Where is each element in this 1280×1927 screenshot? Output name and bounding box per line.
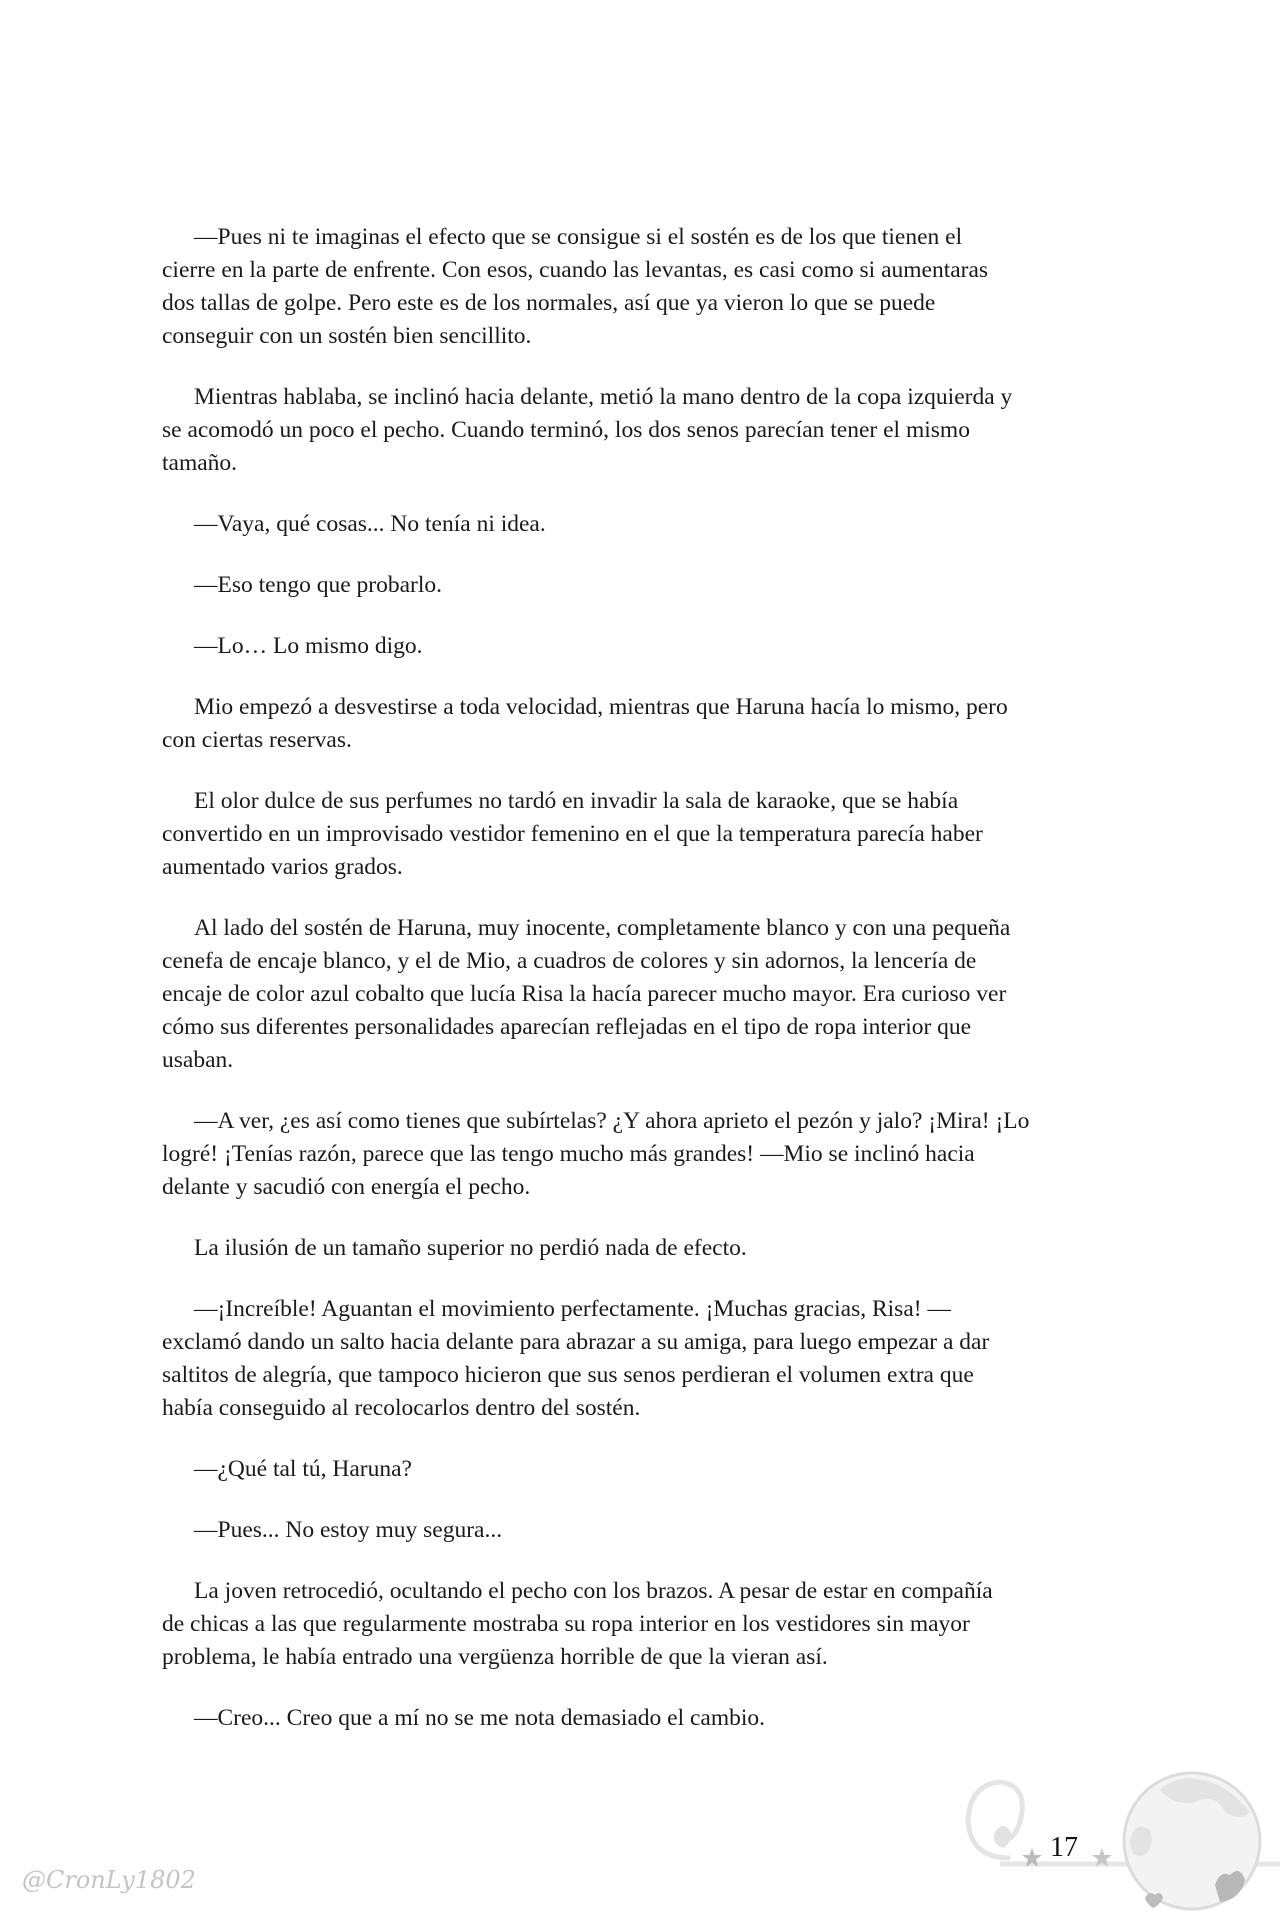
text-line: El olor dulce de sus perfumes no tardó en invadir la sala de karaoke, que se había [194, 788, 959, 814]
text-line: —Creo... Creo que a mí no se me nota demasiado el cambio. [194, 1705, 766, 1731]
text-line: tamaño. [162, 450, 238, 476]
text-line: cómo sus diferentes personalidades aparecían reflejadas en el tipo de ropa interior que [162, 1014, 972, 1040]
paragraph [162, 1575, 1132, 1674]
paragraph [162, 1232, 1132, 1265]
paragraph [162, 221, 1132, 353]
text-line: con ciertas reservas. [162, 727, 352, 753]
paragraph [162, 1293, 1132, 1425]
text-line: —Vaya, qué cosas... No tenía ni idea. [194, 511, 546, 537]
text-line: Mio empezó a desvestirse a toda velocidad, mientras que Haruna hacía lo mismo, pero [194, 694, 1008, 720]
text-line: La joven retrocedió, ocultando el pecho con los brazos. A pesar de estar en compañía [194, 1578, 993, 1604]
text-line: convertido en un improvisado vestidor femenino en el que la temperatura parecía haber [162, 821, 983, 847]
text-line: —¿Qué tal tú, Haruna? [194, 1456, 412, 1482]
text-line: exclamó dando un salto hacia delante para abrazar a su amiga, para luego empezar a dar [162, 1329, 990, 1355]
text-line: cierre en la parte de enfrente. Con esos, cuando las levantas, es casi como si aumentaras [162, 257, 989, 283]
paragraph [162, 1514, 1132, 1547]
body-text [162, 221, 1132, 1763]
text-line: de chicas a las que regularmente mostraba su ropa interior en los vestidores sin mayor [162, 1611, 970, 1637]
text-line: —Eso tengo que probarlo. [194, 572, 443, 598]
text-line: —A ver, ¿es así como tienes que subírtelas? ¿Y ahora aprieto el pezón y jalo? ¡Mira! ¡Lo [194, 1108, 1030, 1134]
page-footer-ornament [960, 1760, 1280, 1922]
paragraph [162, 1702, 1132, 1735]
text-line: problema, le había entrado una vergüenza horrible de que la vieran así. [162, 1644, 828, 1670]
text-line: —Lo… Lo mismo digo. [194, 633, 423, 659]
paragraph [162, 569, 1132, 602]
text-line: aumentado varios grados. [162, 854, 403, 880]
paragraph [162, 912, 1132, 1077]
text-line: cenefa de encaje blanco, y el de Mio, a cuadros de colores y sin adornos, la lencería de [162, 948, 977, 974]
text-line: —Pues... No estoy muy segura... [194, 1517, 503, 1543]
text-line: Al lado del sostén de Haruna, muy inocente, completamente blanco y con una pequeña [194, 915, 1011, 941]
paragraph [162, 691, 1132, 757]
watermark: @CronLy1802 [22, 1866, 196, 1894]
text-line: dos tallas de golpe. Pero este es de los normales, así que ya vieron lo que se puede [162, 290, 936, 316]
moon-swirl-ornament-icon [960, 1760, 1280, 1922]
text-line: —Pues ni te imaginas el efecto que se consigue si el sostén es de los que tienen el [194, 224, 963, 250]
text-line: La ilusión de un tamaño superior no perdió nada de efecto. [194, 1235, 747, 1261]
paragraph [162, 630, 1132, 663]
text-line: usaban. [162, 1047, 234, 1073]
paragraph [162, 1453, 1132, 1486]
text-line: saltitos de alegría, que tampoco hicieron que sus senos perdieran el volumen extra que [162, 1362, 974, 1388]
page-number: 17 [1050, 1832, 1078, 1863]
text-line: conseguir con un sostén bien sencillito. [162, 323, 532, 349]
paragraph [162, 381, 1132, 480]
paragraph [162, 508, 1132, 541]
paragraph [162, 1105, 1132, 1204]
text-line: se acomodó un poco el pecho. Cuando terminó, los dos senos parecían tener el mismo [162, 417, 970, 443]
text-line: —¡Increíble! Aguantan el movimiento perfectamente. ¡Muchas gracias, Risa! — [194, 1296, 951, 1322]
text-line: delante y sacudió con energía el pecho. [162, 1174, 531, 1200]
text-line: había conseguido al recolocarlos dentro del sostén. [162, 1395, 641, 1421]
text-line: Mientras hablaba, se inclinó hacia delante, metió la mano dentro de la copa izquierda y [194, 384, 1013, 410]
text-line: encaje de color azul cobalto que lucía Risa la hacía parecer mucho mayor. Era curioso ver [162, 981, 1007, 1007]
text-line: logré! ¡Tenías razón, parece que las tengo mucho más grandes! —Mio se inclinó hacia [162, 1141, 975, 1167]
paragraph [162, 785, 1132, 884]
